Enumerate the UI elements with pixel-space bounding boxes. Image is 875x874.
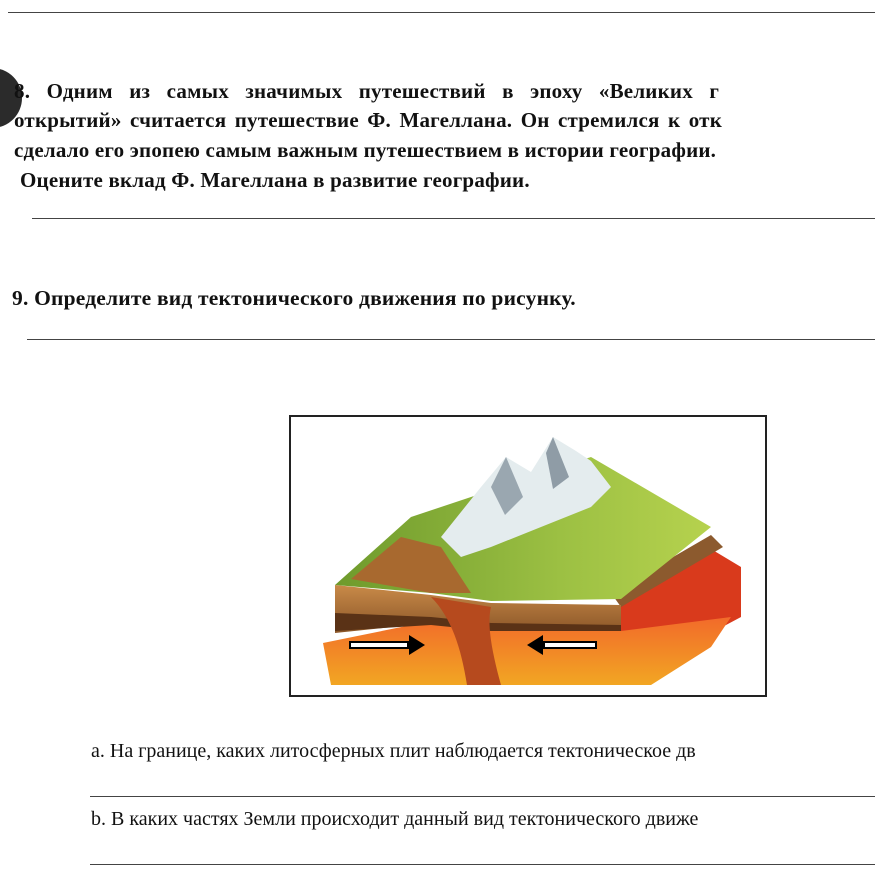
answer-rule-b (90, 864, 875, 865)
answer-rule-a (90, 796, 875, 797)
sub-question-b: b. В каких частях Земли происходит данный вид тектонического движе (91, 808, 699, 830)
plate-collision-illustration (291, 417, 765, 695)
question-8-line-1: 8. Одним из самых значимых путешествий в эпоху «Великих г (14, 79, 720, 103)
question-8-line-4: Оцените вклад Ф. Магеллана в развитие географии. (20, 168, 530, 192)
tectonic-figure (289, 415, 767, 697)
question-8-line-3: сделало его эпопею самым важным путешествием в истории географии. (14, 138, 717, 162)
sub-question-a: a. На границе, каких литосферных плит наблюдается тектоническое дв (91, 740, 696, 762)
question-8-line-2: открытий» считается путешествие Ф. Магеллана. Он стремился к отк (14, 108, 722, 132)
top-rule (8, 12, 875, 13)
answer-rule-8 (32, 218, 875, 219)
answer-rule-9 (27, 339, 875, 340)
question-9: 9. Определите вид тектонического движения по рисунку. (12, 286, 576, 310)
